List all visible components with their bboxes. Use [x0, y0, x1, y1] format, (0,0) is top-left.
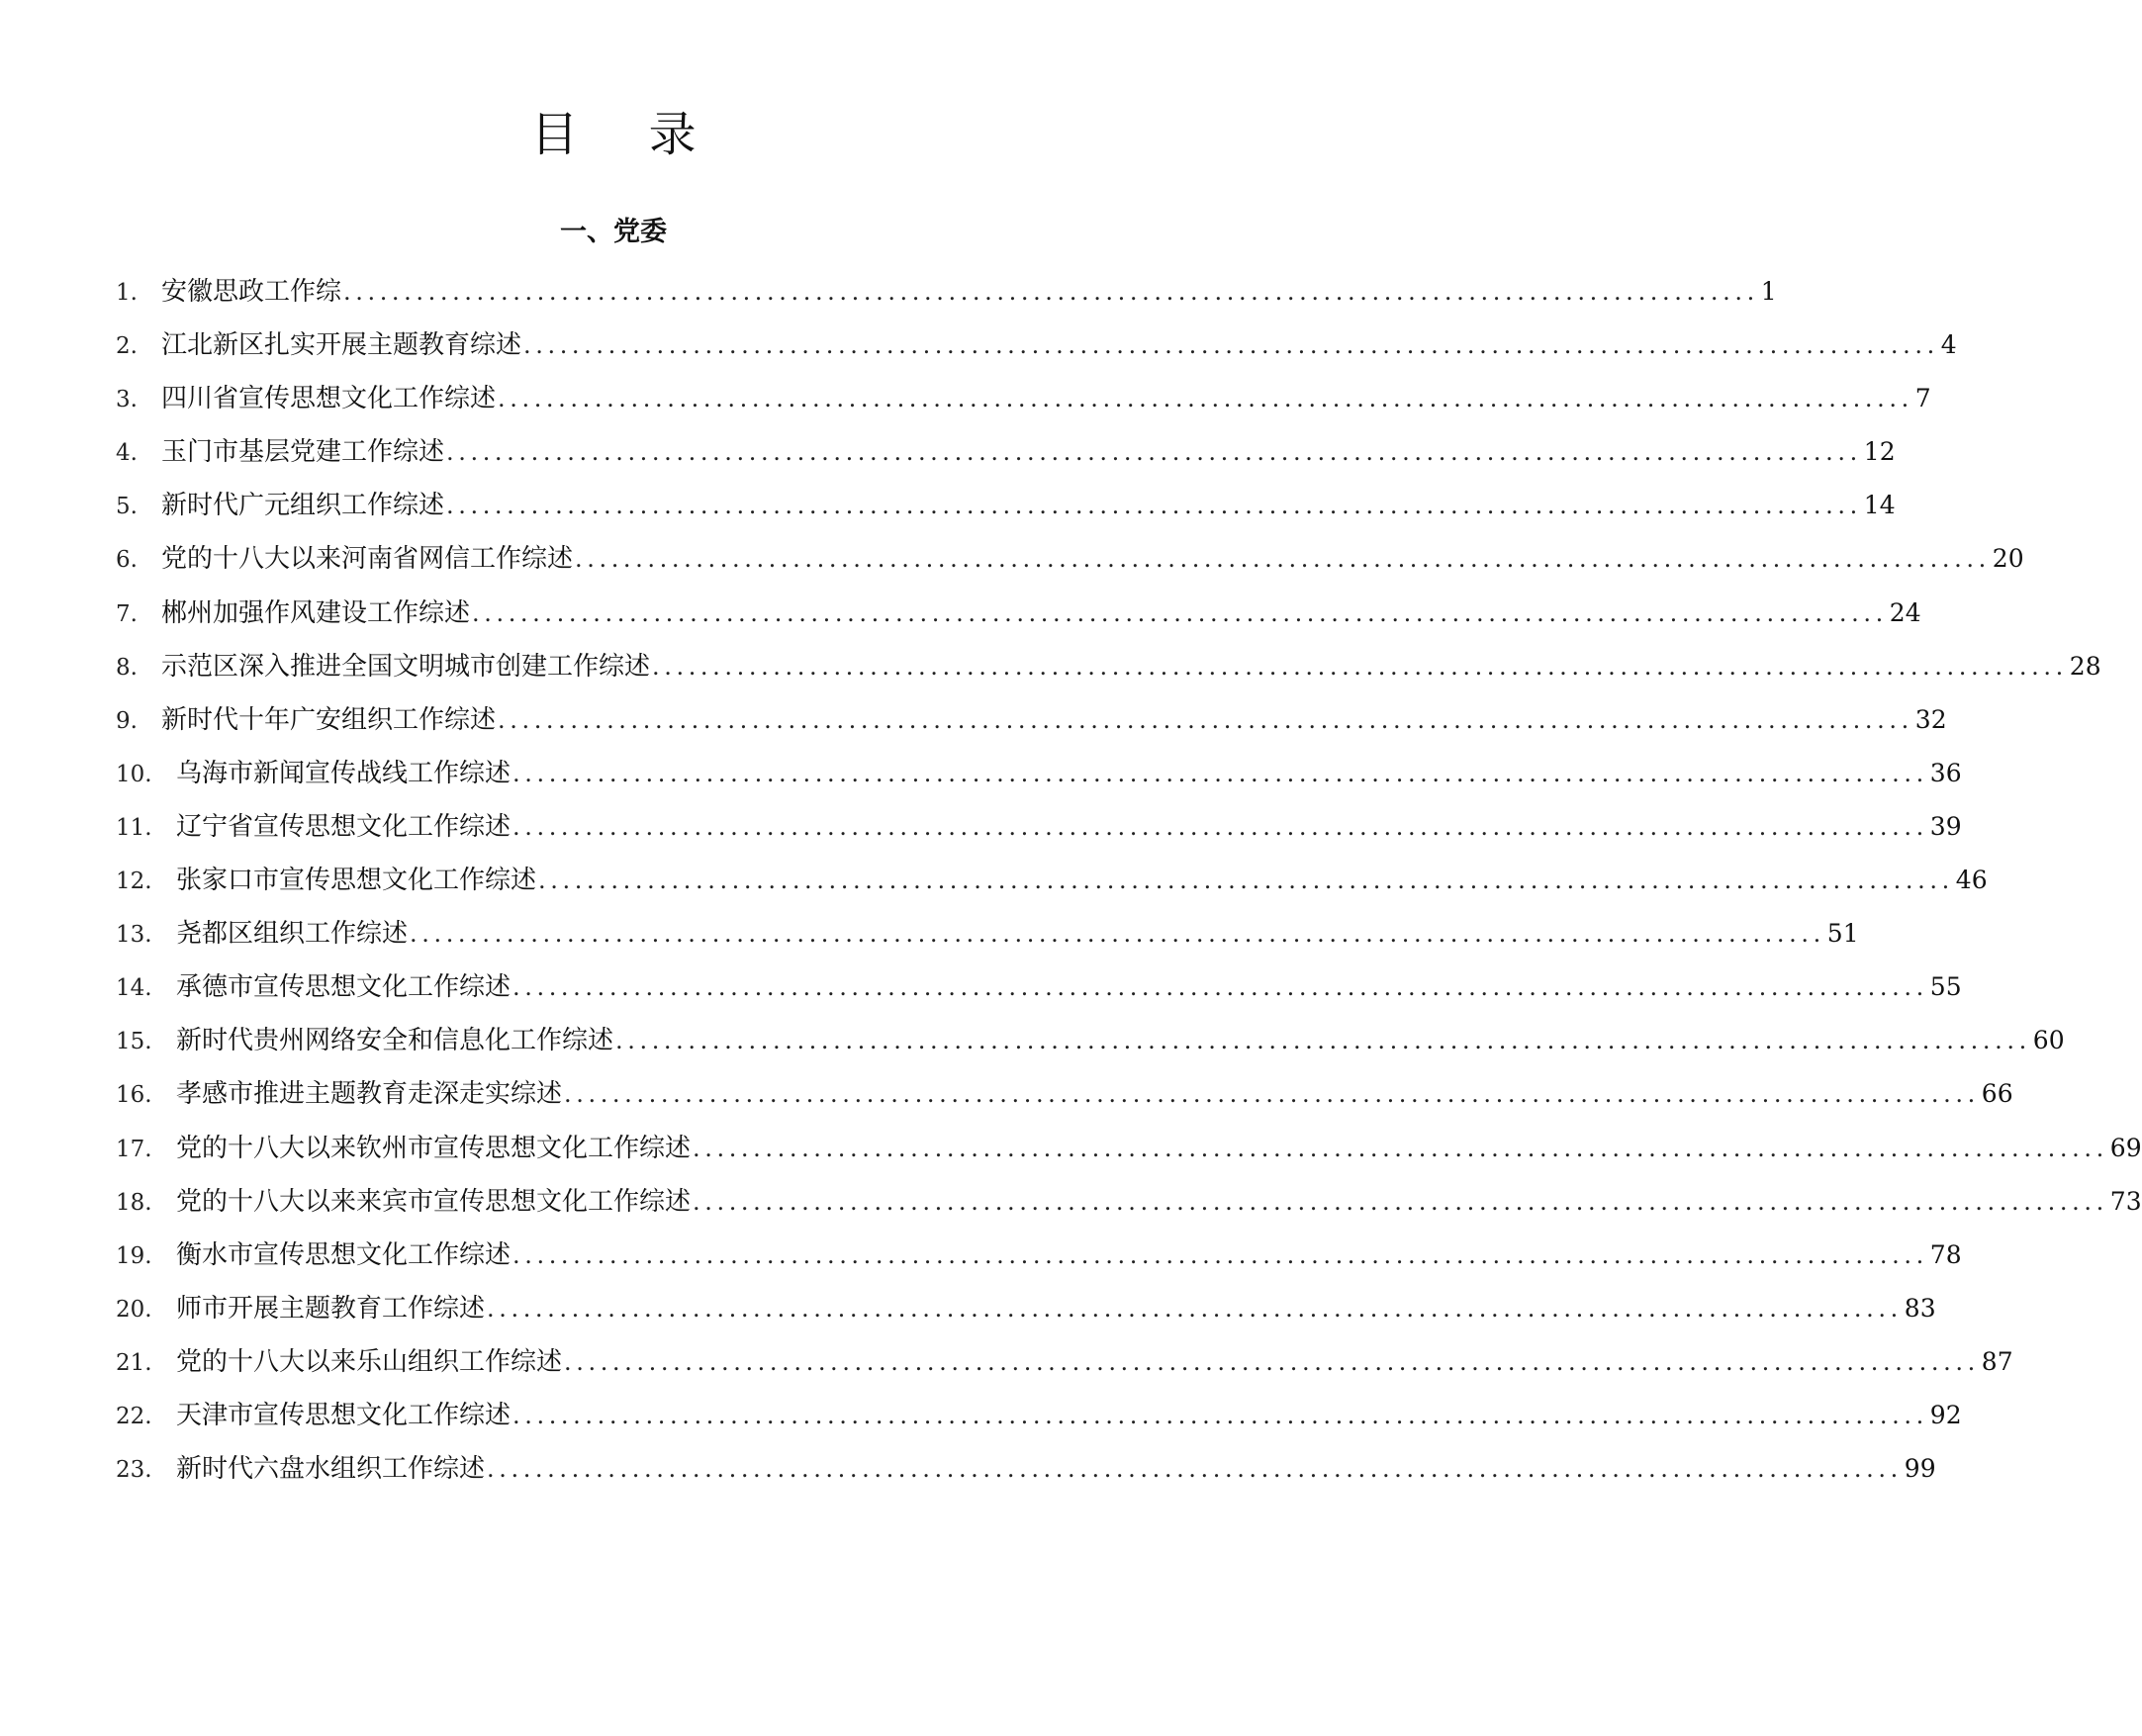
toc-entry[interactable]	[116, 594, 1921, 647]
toc-entry-page-number: 92	[1929, 1400, 1962, 1429]
toc-entry[interactable]	[116, 967, 1962, 1021]
toc-entry[interactable]	[116, 1129, 2142, 1182]
toc-entry[interactable]	[116, 432, 1896, 486]
toc-entry-title: 师市开展主题教育工作综述	[176, 1293, 486, 1324]
toc-entry[interactable]	[116, 1021, 2065, 1074]
toc-dot-leader	[444, 486, 1864, 525]
toc-entry[interactable]	[116, 914, 1859, 967]
toc-entry-number: 21.	[116, 1349, 152, 1376]
toc-entry-title: 尧都区组织工作综述	[176, 919, 409, 950]
toc-entry[interactable]	[116, 325, 1957, 379]
toc-entry-page-number: 1	[1760, 277, 1777, 306]
toc-entry-number: 23.	[116, 1457, 152, 1484]
toc-entry[interactable]	[116, 1449, 1936, 1503]
toc-entry-number: 6.	[116, 547, 138, 574]
toc-entry-number: 1.	[116, 280, 138, 306]
toc-entry-number: 14.	[116, 975, 152, 1002]
toc-entry-title: 党的十八大以来乐山组织工作综述	[176, 1346, 563, 1377]
toc-entry-page-number: 87	[1981, 1346, 2013, 1376]
toc-entry-title: 新时代十年广安组织工作综述	[161, 704, 497, 735]
toc-entry-page-number: 73	[2109, 1186, 2142, 1216]
table-of-contents	[116, 272, 2142, 1503]
toc-entry-page-number: 55	[1929, 972, 1962, 1002]
toc-dot-leader	[562, 1074, 1982, 1114]
toc-entry-title: 孝感市推进主题教育走深走实综述	[176, 1079, 563, 1110]
toc-entry-page-number: 24	[1889, 597, 1921, 627]
toc-entry[interactable]	[116, 486, 1896, 539]
toc-dot-leader	[562, 1342, 1982, 1382]
toc-entry-title: 四川省宣传思想文化工作综述	[161, 384, 497, 414]
toc-entry-page-number: 12	[1863, 437, 1896, 467]
toc-entry-title: 江北新区扎实开展主题教育综述	[161, 330, 522, 361]
toc-entry-page-number: 14	[1863, 491, 1896, 520]
toc-entry-title: 安徽思政工作综	[161, 277, 342, 307]
toc-entry-number: 20.	[116, 1296, 152, 1323]
toc-entry-title: 新时代贵州网络安全和信息化工作综述	[176, 1026, 614, 1056]
toc-entry-title: 新时代广元组织工作综述	[161, 491, 445, 521]
toc-entry-number: 18.	[116, 1189, 152, 1216]
toc-entry-page-number: 46	[1955, 866, 1988, 895]
toc-entry-number: 8.	[116, 654, 138, 681]
toc-dot-leader	[613, 1021, 2033, 1060]
toc-entry-page-number: 66	[1981, 1079, 2013, 1109]
toc-entry-title: 党的十八大以来来宾市宣传思想文化工作综述	[176, 1186, 692, 1217]
page-title: 目 录	[530, 107, 724, 162]
toc-dot-leader	[470, 594, 1890, 633]
toc-entry[interactable]	[116, 861, 1988, 914]
toc-entry-page-number: 36	[1929, 758, 1962, 787]
toc-dot-leader	[341, 272, 1761, 312]
toc-entry-title: 新时代六盘水组织工作综述	[176, 1454, 486, 1485]
toc-entry-page-number: 99	[1904, 1454, 1936, 1484]
toc-entry-title: 承德市宣传思想文化工作综述	[176, 972, 512, 1003]
toc-entry[interactable]	[116, 700, 1947, 754]
toc-entry-number: 10.	[116, 761, 152, 787]
toc-dot-leader	[650, 647, 2070, 686]
toc-entry[interactable]	[116, 1289, 1936, 1342]
toc-entry-number: 3.	[116, 387, 138, 413]
toc-entry-number: 19.	[116, 1242, 152, 1269]
toc-dot-leader	[536, 861, 1956, 900]
toc-entry-title: 天津市宣传思想文化工作综述	[176, 1400, 512, 1430]
toc-dot-leader	[691, 1182, 2110, 1222]
toc-dot-leader	[485, 1449, 1905, 1489]
toc-entry-title: 衡水市宣传思想文化工作综述	[176, 1239, 512, 1270]
toc-entry-title: 党的十八大以来河南省网信工作综述	[161, 544, 574, 575]
toc-dot-leader	[573, 539, 1993, 579]
toc-entry[interactable]	[116, 272, 1777, 325]
toc-entry-page-number: 28	[2069, 651, 2101, 681]
toc-entry-title: 示范区深入推进全国文明城市创建工作综述	[161, 651, 651, 682]
toc-entry[interactable]	[116, 539, 2024, 593]
toc-dot-leader	[408, 914, 1827, 954]
toc-entry-title: 郴州加强作风建设工作综述	[161, 597, 471, 628]
toc-entry-title: 辽宁省宣传思想文化工作综述	[176, 811, 512, 842]
toc-dot-leader	[511, 807, 1930, 847]
toc-entry-page-number: 60	[2032, 1026, 2065, 1055]
toc-entry[interactable]	[116, 1182, 2142, 1235]
toc-dot-leader	[511, 1396, 1930, 1435]
toc-entry-page-number: 78	[1929, 1239, 1962, 1269]
toc-entry-number: 2.	[116, 333, 138, 360]
toc-entry[interactable]	[116, 647, 2101, 700]
toc-entry[interactable]	[116, 807, 1962, 861]
toc-dot-leader	[511, 754, 1930, 793]
toc-entry-number: 17.	[116, 1136, 152, 1162]
toc-entry-number: 7.	[116, 600, 138, 627]
toc-entry-title: 党的十八大以来钦州市宣传思想文化工作综述	[176, 1133, 692, 1163]
toc-entry-page-number: 39	[1929, 811, 1962, 841]
toc-entry[interactable]	[116, 1342, 2013, 1396]
toc-entry-title: 乌海市新闻宣传战线工作综述	[176, 758, 512, 788]
toc-entry-number: 13.	[116, 922, 152, 949]
toc-dot-leader	[496, 379, 1915, 418]
toc-dot-leader	[496, 700, 1915, 740]
toc-entry-page-number: 83	[1904, 1293, 1936, 1323]
toc-entry-page-number: 20	[1992, 544, 2024, 574]
toc-dot-leader	[444, 432, 1864, 472]
toc-entry[interactable]	[116, 754, 1962, 807]
toc-entry-number: 9.	[116, 707, 138, 734]
toc-entry-number: 5.	[116, 494, 138, 520]
toc-entry-number: 12.	[116, 868, 152, 895]
toc-entry-number: 4.	[116, 440, 138, 467]
section-heading: 一、党委	[560, 217, 667, 247]
toc-dot-leader	[511, 1235, 1930, 1275]
toc-entry-number: 22.	[116, 1403, 152, 1429]
toc-entry[interactable]	[116, 379, 1931, 432]
toc-entry-page-number: 69	[2109, 1133, 2142, 1162]
toc-entry[interactable]	[116, 1396, 1962, 1449]
toc-entry-page-number: 4	[1940, 330, 1957, 360]
toc-entry-number: 16.	[116, 1082, 152, 1109]
toc-entry[interactable]	[116, 1235, 1962, 1289]
toc-dot-leader	[691, 1129, 2110, 1168]
toc-entry-page-number: 7	[1914, 384, 1931, 413]
toc-dot-leader	[485, 1289, 1905, 1328]
toc-entry[interactable]	[116, 1074, 2013, 1128]
toc-dot-leader	[511, 967, 1930, 1007]
toc-dot-leader	[521, 325, 1941, 365]
toc-entry-number: 11.	[116, 814, 152, 841]
toc-entry-number: 15.	[116, 1029, 152, 1055]
toc-entry-page-number: 32	[1914, 704, 1947, 734]
toc-entry-title: 张家口市宣传思想文化工作综述	[176, 866, 537, 896]
toc-entry-title: 玉门市基层党建工作综述	[161, 437, 445, 468]
toc-entry-page-number: 51	[1826, 919, 1859, 949]
